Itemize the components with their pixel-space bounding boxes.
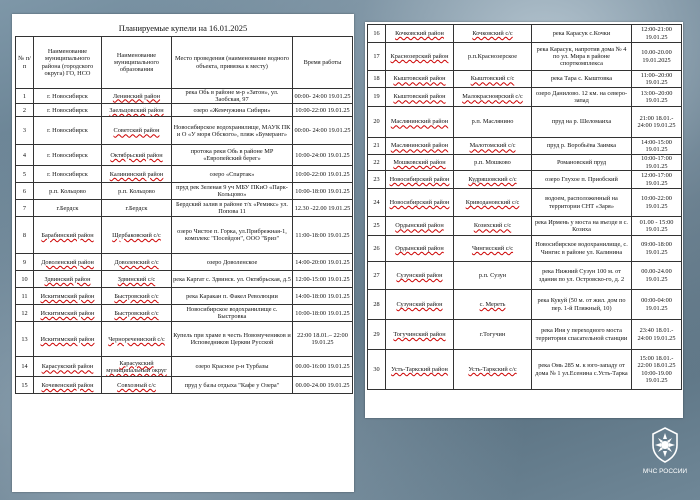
cell-mun: с. Мереть — [454, 290, 532, 320]
cell-place: озеро «Спартак» — [172, 166, 293, 183]
cell-n: 20 — [368, 107, 386, 138]
cell-place: озеро Глухое п. Приобский — [532, 171, 632, 189]
cell-n: 17 — [368, 43, 386, 71]
cell-time: 14:00-15:00 19.01.25 — [632, 138, 682, 155]
cell-dist: Доволенский район — [34, 254, 102, 271]
cell-n: 16 — [368, 25, 386, 43]
cell-time: 12.30 -22.00 19.01.25 — [293, 200, 353, 217]
table-row — [16, 357, 353, 377]
cell-time: 12:00-17:00 19.01.25 — [632, 171, 682, 189]
cell-mun: Малокрасноярский с/с — [454, 88, 532, 107]
table-row — [368, 171, 682, 189]
cell-time: 10:00-24:00 19.01.25 — [293, 145, 353, 166]
table-row — [16, 117, 353, 145]
cell-time: 10:00-22:00 19.01.25 — [632, 189, 682, 217]
cell-time: 00.00-24.00 19.01.25 — [293, 377, 353, 394]
cell-mun: р.п.Краснозерское — [454, 43, 532, 71]
cell-dist: Искитимский район — [34, 322, 102, 357]
cell-dist: г.Бердск — [34, 200, 102, 217]
cell-n: 14 — [16, 357, 34, 377]
cell-dist: Кочевенский район — [34, 377, 102, 394]
cell-time: 00.00-24.00 19.01.25 — [632, 262, 682, 290]
cell-place: река Каргат с. Здвинск. ул. Октябрьская, д.5 — [172, 271, 293, 288]
cell-mun: р.п. Мошково — [454, 155, 532, 171]
table-row — [16, 305, 353, 322]
table-row — [16, 145, 353, 166]
cell-mun: Здвинский с/с — [102, 271, 172, 288]
cell-n: 24 — [368, 189, 386, 217]
table-row — [16, 200, 353, 217]
cell-place: река Обь в районе м-р «Затон», ул. Заобская, 97 — [172, 89, 293, 104]
cell-mun: Октябрьский район — [102, 145, 172, 166]
logo-text: МЧС РОССИИ — [642, 468, 688, 475]
table-row — [368, 189, 682, 217]
cell-n: 5 — [16, 166, 34, 183]
cell-place: Романовский пруд — [532, 155, 632, 171]
cell-dist: р.п. Кольцово — [34, 183, 102, 200]
table-row — [16, 183, 353, 200]
cell-dist: Новосибирский район — [386, 189, 454, 217]
cell-n: 6 — [16, 183, 34, 200]
table-row — [368, 262, 682, 290]
cell-mun: р.п. Маслянино — [454, 107, 532, 138]
cell-time: 10:00-22:00 19.01.25 — [293, 166, 353, 183]
mchs-logo — [638, 425, 692, 495]
table-row — [16, 217, 353, 254]
cell-n: 25 — [368, 217, 386, 236]
cell-mun: Щербаковский с/с — [102, 217, 172, 254]
cell-n: 30 — [368, 350, 386, 390]
document-title: Планируемые купели на 16.01.2025 — [118, 23, 248, 33]
cell-place: река Карасук, напротив дома № 4 по ул. Мира в районе спорткомплекса — [532, 43, 632, 71]
table-row — [368, 71, 682, 88]
cell-dist: Здвинский район — [34, 271, 102, 288]
cell-place: река Нижний Сузун 100 м. от здания по ул. Островско-го, д. 2 — [532, 262, 632, 290]
cell-place: пруд рек Зеленая 9 уч МБУ ПКиО «Парк-Кольцово» — [172, 183, 293, 200]
cell-mun: Усть-Таркский с/с — [454, 350, 532, 390]
header-place: Место проведения (наименование водного объекта, привязка к месту) — [172, 37, 293, 89]
cell-n: 15 — [16, 377, 34, 394]
cell-place: пруд у базы отдыха "Кафе у Озера" — [172, 377, 293, 394]
cell-n: 8 — [16, 217, 34, 254]
table-row — [16, 377, 353, 394]
cell-dist: г. Новосибирск — [34, 166, 102, 183]
cell-place: Новосибирское водохранилище, МАУК ПК и О «У моря Обского», пляж «Бумеранг» — [172, 117, 293, 145]
table-row — [368, 217, 682, 236]
cell-dist: Искитимский район — [34, 288, 102, 305]
cell-mun: Чингисский с/с — [454, 236, 532, 262]
cell-time: 09:00-18:00 19.01.25 — [632, 236, 682, 262]
cell-time: 00.00-16:00 19.01.25 — [293, 357, 353, 377]
cell-time: 10:00-22:00 19.01.25 — [293, 104, 353, 117]
cell-mun: р.п. Сузун — [454, 262, 532, 290]
table-row — [368, 236, 682, 262]
cell-dist: Краснозерский район — [386, 43, 454, 71]
cell-dist: Кыштовский район — [386, 71, 454, 88]
cell-n: 27 — [368, 262, 386, 290]
cell-place: река Иня у переходного моста территория спасательной станции — [532, 320, 632, 350]
cell-place: река Тара с. Кыштовка — [532, 71, 632, 88]
cell-dist: Барабинский район — [34, 217, 102, 254]
cell-dist: Ордынский район — [386, 236, 454, 262]
table-row — [368, 350, 682, 390]
cell-dist: г. Новосибирск — [34, 117, 102, 145]
cell-mun: Ленинский район — [102, 89, 172, 104]
cell-place: озеро Чистое п. Горка, ул.Прибрежная-1, комплекс "Посейдон", ООО "Бриз" — [172, 217, 293, 254]
cell-dist: Кыштовский район — [386, 88, 454, 107]
cell-n: 22 — [368, 155, 386, 171]
cell-time: 11:00-18:00 19.01.25 — [293, 217, 353, 254]
cell-time: 10:00-18:00 19.01.25 — [293, 305, 353, 322]
cell-place: Новосибирское водохранилище с. Быстровка — [172, 305, 293, 322]
table-right — [367, 24, 682, 390]
cell-dist: Искитимский район — [34, 305, 102, 322]
cell-mun: Доволенский с/с — [102, 254, 172, 271]
cell-place: озеро «Жемчужина Сибири» — [172, 104, 293, 117]
cell-n: 28 — [368, 290, 386, 320]
mchs-emblem-icon — [648, 425, 682, 465]
cell-n: 26 — [368, 236, 386, 262]
cell-place: озеро Красное р-н Турбазы — [172, 357, 293, 377]
cell-dist: Тогучинский район — [386, 320, 454, 350]
table-row — [368, 88, 682, 107]
cell-place: озеро Доволенское — [172, 254, 293, 271]
cell-dist: г. Новосибирск — [34, 104, 102, 117]
cell-dist: Карасукский район — [34, 357, 102, 377]
cell-time: 10:00-18:00 19.01.25 — [293, 183, 353, 200]
table-row — [368, 155, 682, 171]
cell-place: река Омь 285 м. к юго-западу от дома № 1 ул.Есенина с.Усть-Тарка — [532, 350, 632, 390]
cell-place: река Ирмень у моста на въезде в с. Козиха — [532, 217, 632, 236]
cell-n: 19 — [368, 88, 386, 107]
cell-mun: Заельцовский район — [102, 104, 172, 117]
cell-dist: Ордынский район — [386, 217, 454, 236]
cell-time: 11:00–20:00 19.01.25 — [632, 71, 682, 88]
cell-time: 01.00 - 15:00 19.01.25 — [632, 217, 682, 236]
header-time: Время работы — [293, 37, 353, 89]
right-page — [365, 22, 683, 418]
cell-time: 23:40 18.01.- 24:00 19.01.25 — [632, 320, 682, 350]
table-left — [15, 36, 353, 394]
cell-dist: Маслянинский район — [386, 107, 454, 138]
cell-n: 18 — [368, 71, 386, 88]
cell-n: 4 — [16, 145, 34, 166]
cell-time: 12:00-15:00 19.01.25 — [293, 271, 353, 288]
cell-mun: г.Бердск — [102, 200, 172, 217]
cell-time: 15:00 18.01.- 22:00 18.01.25 10:00-19.00 19.01.25 — [632, 350, 682, 390]
cell-mun: Карасукский муниципальный округ — [102, 357, 172, 377]
cell-time: 14:00-18:00 19.01.25 — [293, 288, 353, 305]
cell-time: 22:00 18.01.– 22:00 19.01.25 — [293, 322, 353, 357]
cell-mun: Кочковский с/с — [454, 25, 532, 43]
left-page — [12, 14, 354, 492]
cell-n: 7 — [16, 200, 34, 217]
cell-time: 21:00 18.01.- 24:00 19.01.25 — [632, 107, 682, 138]
cell-n: 2 — [16, 104, 34, 117]
cell-mun: Калининский район — [102, 166, 172, 183]
cell-mun: Быстровский с/с — [102, 305, 172, 322]
cell-n: 3 — [16, 117, 34, 145]
cell-time: 10:00-17:00 19.01.25 — [632, 155, 682, 171]
header-municipality: Наименование муниципального образования — [102, 37, 172, 89]
cell-mun: Козихский с/с — [454, 217, 532, 236]
cell-place: река Каракан п. Факел Революции — [172, 288, 293, 305]
cell-n: 21 — [368, 138, 386, 155]
table-row — [16, 166, 353, 183]
cell-n: 23 — [368, 171, 386, 189]
cell-n: 13 — [16, 322, 34, 357]
cell-place: Новосибирское водохранилище, с. Чингис в районе ул. Калинина — [532, 236, 632, 262]
cell-mun: р.п. Кольцово — [102, 183, 172, 200]
cell-n: 12 — [16, 305, 34, 322]
table-row — [16, 288, 353, 305]
cell-dist: Маслянинский район — [386, 138, 454, 155]
table-row — [368, 107, 682, 138]
cell-n: 1 — [16, 89, 34, 104]
cell-time: 12:00-21:00 19.01.25 — [632, 25, 682, 43]
cell-mun: Совхозный с/с — [102, 377, 172, 394]
cell-time: 10.00-20.00 19.01.2025 — [632, 43, 682, 71]
cell-dist: Сузунский район — [386, 262, 454, 290]
cell-time: 00:00- 24:00 19.01.25 — [293, 89, 353, 104]
table-row — [16, 89, 353, 104]
cell-dist: г. Новосибирск — [34, 145, 102, 166]
cell-place: пруд р. Воробьёва Заимка — [532, 138, 632, 155]
cell-mun: Криводановский с/с — [454, 189, 532, 217]
cell-time: 00:00- 24:00 19.01.25 — [293, 117, 353, 145]
cell-time: 13:00–20:00 19.01.25 — [632, 88, 682, 107]
cell-place: река Кукуй (50 м. от жил. дом по пер. 1-й Пляжный, 10) — [532, 290, 632, 320]
cell-dist: Мошковский район — [386, 155, 454, 171]
header-number: № п/п — [16, 37, 34, 89]
cell-mun: г.Тогучин — [454, 320, 532, 350]
cell-place: озеро Данилово. 12 км. на северо-запад — [532, 88, 632, 107]
cell-place: Купель при храме в честь Новомучеников и Исповедников Церкви Русской — [172, 322, 293, 357]
cell-mun: Советский район — [102, 117, 172, 145]
cell-dist: Усть-Таркский район — [386, 350, 454, 390]
cell-dist: г. Новосибирск — [34, 89, 102, 104]
cell-place: река Карасук с.Кочки — [532, 25, 632, 43]
cell-time: 14:00-20:00 19.01.25 — [293, 254, 353, 271]
cell-time: 00:00-04:00 19.01.25 — [632, 290, 682, 320]
cell-place: протока реки Обь в районе МР «Европейский берег» — [172, 145, 293, 166]
cell-n: 9 — [16, 254, 34, 271]
cell-mun: Малотомский с/с — [454, 138, 532, 155]
table-row — [16, 271, 353, 288]
cell-place: водоем, расположенный на территории СНТ «Заря» — [532, 189, 632, 217]
cell-n: 10 — [16, 271, 34, 288]
table-row — [16, 104, 353, 117]
cell-n: 29 — [368, 320, 386, 350]
cell-mun: Быстровский с/с — [102, 288, 172, 305]
table-row — [368, 25, 682, 43]
table-row — [368, 43, 682, 71]
header-district: Наименование муниципального района (городского округа) ГО, НСО — [34, 37, 102, 89]
cell-mun: Кудряшовский с/с — [454, 171, 532, 189]
table-row — [16, 322, 353, 357]
cell-n: 11 — [16, 288, 34, 305]
cell-dist: Новосибирский район — [386, 171, 454, 189]
table-row — [368, 320, 682, 350]
table-row — [16, 254, 353, 271]
cell-dist: Сузунский район — [386, 290, 454, 320]
cell-place: пруд на р. Шеломаиха — [532, 107, 632, 138]
cell-dist: Кочковский район — [386, 25, 454, 43]
table-row — [368, 138, 682, 155]
cell-mun: Черноречениский с/с — [102, 322, 172, 357]
table-row — [368, 290, 682, 320]
cell-mun: Кыштовский с/с — [454, 71, 532, 88]
cell-place: Бердский залив в районе т/х «Ремикс» ул. Попова 11 — [172, 200, 293, 217]
